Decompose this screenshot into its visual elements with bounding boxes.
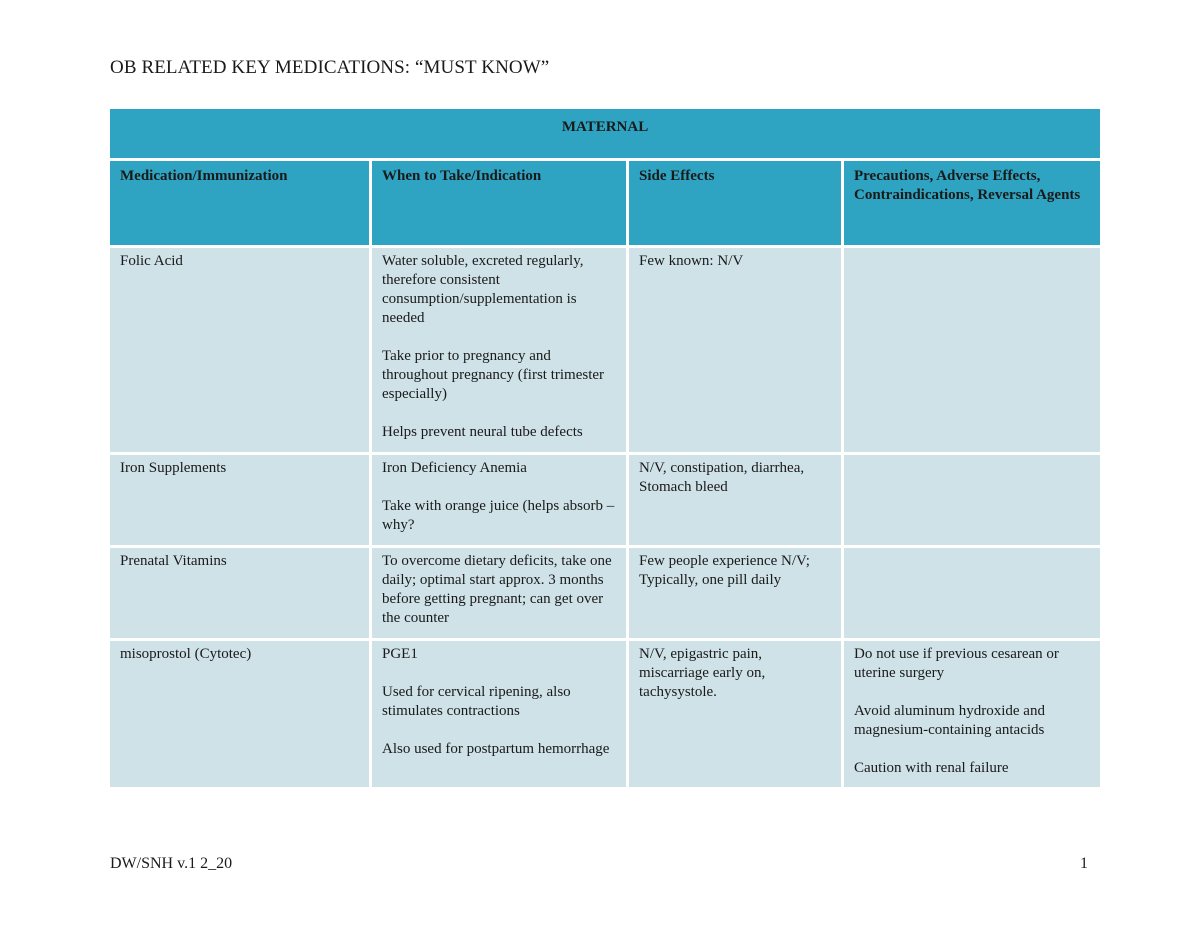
section-header-row <box>110 109 1100 158</box>
precautions-cell <box>844 455 1100 545</box>
indication-text: Helps prevent neural tube defects <box>382 424 583 440</box>
side-effects-text: N/V, epigastric pain, miscarriage early on, tachysystole. <box>639 646 766 700</box>
section-header: MATERNAL <box>110 109 1100 158</box>
indication-cell <box>372 641 626 787</box>
indication-text: Iron Deficiency Anemia <box>382 460 527 476</box>
table-row <box>110 455 1100 545</box>
column-header-precautions: Precautions, Adverse Effects, Contraindications, Reversal Agents <box>844 161 1100 245</box>
precautions-cell <box>844 248 1100 452</box>
medication-name: Iron Supplements <box>120 460 227 476</box>
page-number: 1 <box>1080 855 1088 872</box>
column-header-side-effects: Side Effects <box>629 161 841 245</box>
indication-text: Take with orange juice (helps absorb –why? <box>382 498 615 533</box>
medication-name: Folic Acid <box>120 253 183 269</box>
side-effects-cell <box>629 248 841 452</box>
column-header-medication: Medication/Immunization <box>110 161 369 245</box>
indication-cell <box>372 248 626 452</box>
side-effects-text: Few people experience N/V; Typically, one pill daily <box>639 553 810 588</box>
indication-text: Water soluble, excreted regularly, therefore consistent consumption/supplementation is needed <box>382 253 584 326</box>
side-effects-text: N/V, constipation, diarrhea, Stomach bleed <box>639 460 805 495</box>
footer-version: DW/SNH v.1 2_20 <box>110 855 233 872</box>
side-effects-cell <box>629 548 841 638</box>
medication-cell <box>110 248 369 452</box>
precautions-cell <box>844 641 1100 787</box>
side-effects-cell <box>629 641 841 787</box>
table-row <box>110 641 1100 787</box>
indication-text: Take prior to pregnancy and throughout pregnancy (first trimester especially) <box>382 348 605 402</box>
table-row <box>110 548 1100 638</box>
indication-cell <box>372 455 626 545</box>
medications-table <box>107 106 1103 790</box>
indication-text: To overcome dietary deficits, take one daily; optimal start approx. 3 months before getting pregnant; can get over the counter <box>382 553 612 626</box>
column-header-row <box>110 161 1100 245</box>
table-row <box>110 248 1100 452</box>
side-effects-text: Few known: N/V <box>639 253 744 269</box>
medication-name: misoprostol (Cytotec) <box>120 646 252 662</box>
precautions-cell <box>844 548 1100 638</box>
medication-cell <box>110 548 369 638</box>
precautions-text: Avoid aluminum hydroxide and magnesium-containing antacids <box>854 703 1045 738</box>
precautions-text: Do not use if previous cesarean or uterine surgery <box>854 646 1059 681</box>
medication-cell <box>110 641 369 787</box>
column-header-indication: When to Take/Indication <box>372 161 626 245</box>
indication-text: Also used for postpartum hemorrhage <box>382 741 610 757</box>
indication-text: Used for cervical ripening, also stimulates contractions <box>382 684 571 719</box>
medication-name: Prenatal Vitamins <box>120 553 227 569</box>
indication-text: PGE1 <box>382 646 418 662</box>
indication-cell <box>372 548 626 638</box>
document-title: OB RELATED KEY MEDICATIONS: “MUST KNOW” <box>110 57 550 78</box>
medication-cell <box>110 455 369 545</box>
precautions-text: Caution with renal failure <box>854 760 1009 776</box>
side-effects-cell <box>629 455 841 545</box>
